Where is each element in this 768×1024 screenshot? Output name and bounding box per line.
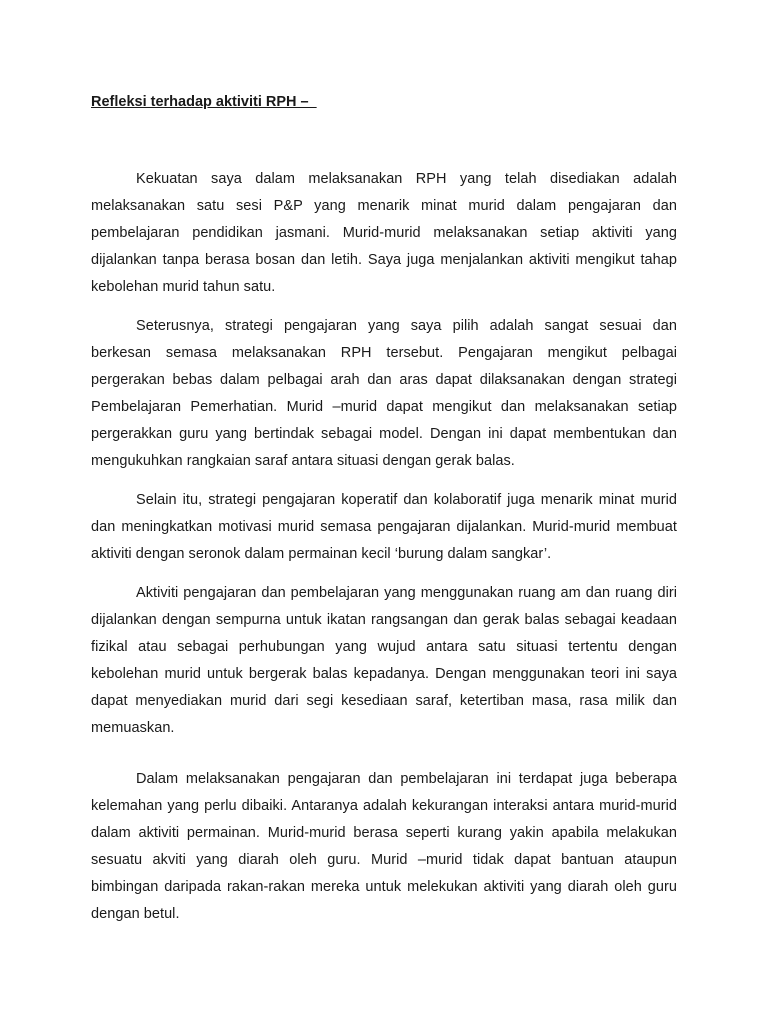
paragraph-cooperative: Selain itu, strategi pengajaran koperatif dan kolaboratif juga menarik minat murid dan meningkatkan motivasi murid semasa pengajaran dijalankan. Murid-murid membuat aktiviti dengan seronok dalam permainan kecil ‘burung dalam sangkar’. [91,492,677,562]
document-title: Refleksi terhadap aktiviti RPH – [91,94,317,110]
paragraph-weaknesses: Dalam melaksanakan pengajaran dan pembelajaran ini terdapat juga beberapa kelemahan yang perlu dibaiki. Antaranya adalah kekurangan interaksi antara murid-murid dalam aktiviti permainan. Murid-murid berasa seperti kurang yakin apabila melakukan sesuatu akviti yang diarah oleh guru. Murid –murid tidak dapat bantuan ataupun bimbingan daripada rakan-rakan mereka untuk melekukan aktiviti yang diarah oleh guru dengan betul. [91,771,677,922]
paragraph-strategy: Seterusnya, strategi pengajaran yang saya pilih adalah sangat sesuai dan berkesan semasa melaksanakan RPH tersebut. Pengajaran mengikut pelbagai pergerakan bebas dalam pelbagai arah dan aras dapat dilaksanakan dengan strategi Pembelajaran Pemerhatian. Murid –murid dapat mengikut dan melaksanakan setiap pergerakkan guru yang bertindak sebagai model. Dengan ini dapat membentukan dan mengukuhkan rangkaian saraf antara situasi dengan gerak balas. [91,318,677,469]
paragraph-activities: Aktiviti pengajaran dan pembelajaran yang menggunakan ruang am dan ruang diri dijalankan dengan sempurna untuk ikatan rangsangan dan gerak balas sebagai keadaan fizikal atau sebagai perhubungan yang wujud antara satu situasi tertentu dengan kebolehan murid untuk bergerak balas kepadanya. Dengan menggunakan teori ini saya dapat menyediakan murid dari segi kesediaan saraf, ketertiban masa, rasa milik dan memuaskan. [91,585,677,736]
paragraph-strengths: Kekuatan saya dalam melaksanakan RPH yang telah disediakan adalah melaksanakan satu sesi P&P yang menarik minat murid dalam pengajaran dan pembelajaran pendidikan jasmani. Murid-murid melaksanakan setiap aktiviti yang dijalankan tanpa berasa bosan dan letih. Saya juga menjalankan aktiviti mengikut tahap kebolehan murid tahun satu. [91,171,677,295]
